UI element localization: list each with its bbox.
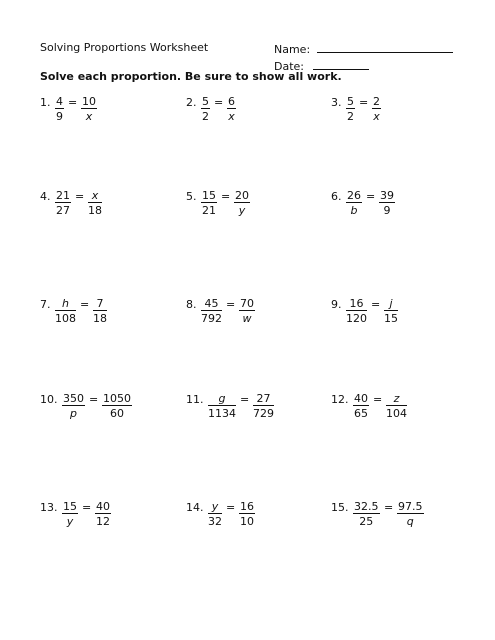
proportion-problem bbox=[331, 501, 471, 533]
equals-sign: = bbox=[373, 393, 383, 406]
problem-number: 13. bbox=[40, 501, 58, 514]
left-fraction bbox=[346, 298, 367, 325]
equals-sign: = bbox=[226, 298, 236, 311]
numerator: 32.5 bbox=[354, 500, 379, 513]
denominator: y bbox=[238, 204, 246, 217]
numerator: h bbox=[55, 298, 76, 311]
equals-sign: = bbox=[221, 190, 231, 203]
problem-number: 1. bbox=[40, 96, 51, 109]
problem-number: 2. bbox=[186, 96, 197, 109]
denominator: x bbox=[85, 110, 93, 123]
denominator: 15 bbox=[384, 312, 398, 325]
denominator: 25 bbox=[359, 515, 374, 528]
denominator: 32 bbox=[208, 515, 222, 528]
numerator: 20 bbox=[235, 189, 249, 202]
denominator: 18 bbox=[88, 204, 102, 217]
right-fraction bbox=[81, 96, 97, 123]
denominator: 9 bbox=[56, 110, 63, 123]
right-fraction bbox=[93, 298, 107, 325]
name-label: Name: bbox=[274, 43, 311, 56]
denominator: 1134 bbox=[208, 407, 236, 420]
proportion-problem bbox=[40, 501, 180, 533]
name-row bbox=[274, 41, 453, 56]
equals-sign: = bbox=[68, 96, 78, 109]
left-fraction bbox=[208, 393, 236, 420]
denominator: 2 bbox=[347, 110, 354, 123]
proportion-problem bbox=[186, 393, 326, 425]
equals-sign: = bbox=[82, 501, 92, 514]
right-fraction bbox=[253, 393, 274, 420]
proportion-problem bbox=[186, 501, 326, 533]
left-fraction bbox=[55, 96, 64, 123]
problem-number: 7. bbox=[40, 298, 51, 311]
left-fraction bbox=[201, 190, 217, 217]
left-fraction bbox=[62, 501, 78, 528]
equals-sign: = bbox=[384, 501, 394, 514]
problem-number: 6. bbox=[331, 190, 342, 203]
denominator: 104 bbox=[386, 407, 407, 420]
numerator: y bbox=[208, 501, 222, 514]
denominator: 120 bbox=[346, 312, 367, 325]
right-fraction bbox=[95, 501, 111, 528]
problem-number: 9. bbox=[331, 298, 342, 311]
name-blank-line[interactable] bbox=[317, 41, 453, 53]
equals-sign: = bbox=[359, 96, 369, 109]
left-fraction bbox=[353, 501, 380, 528]
proportion-problem bbox=[186, 298, 326, 330]
numerator: 45 bbox=[201, 298, 222, 311]
left-fraction bbox=[353, 393, 369, 420]
problem-number: 5. bbox=[186, 190, 197, 203]
equals-sign: = bbox=[366, 190, 376, 203]
numerator: 4 bbox=[56, 95, 63, 108]
denominator: 729 bbox=[253, 407, 274, 420]
right-fraction bbox=[227, 96, 236, 123]
numerator: 26 bbox=[347, 189, 361, 202]
left-fraction bbox=[62, 393, 85, 420]
numerator: 350 bbox=[63, 392, 84, 405]
denominator: 65 bbox=[354, 407, 368, 420]
left-fraction bbox=[201, 96, 210, 123]
denominator: q bbox=[406, 515, 414, 528]
denominator: p bbox=[70, 407, 77, 420]
right-fraction bbox=[397, 501, 424, 528]
proportion-problem bbox=[40, 298, 180, 330]
equals-sign: = bbox=[240, 393, 250, 406]
right-fraction bbox=[102, 393, 132, 420]
proportion-problem bbox=[186, 190, 326, 222]
problem-number: 14. bbox=[186, 501, 204, 514]
proportion-problem bbox=[331, 190, 471, 222]
numerator: 15 bbox=[202, 189, 216, 202]
denominator: 21 bbox=[202, 204, 216, 217]
proportion-problem bbox=[40, 190, 180, 222]
right-fraction bbox=[386, 393, 407, 420]
numerator: 40 bbox=[354, 392, 368, 405]
numerator: 5 bbox=[202, 95, 209, 108]
proportion-problem bbox=[40, 393, 180, 425]
numerator: 97.5 bbox=[398, 500, 423, 513]
instructions: Solve each proportion. Be sure to show all work. bbox=[40, 70, 342, 83]
denominator: 18 bbox=[93, 312, 107, 325]
right-fraction bbox=[379, 190, 395, 217]
equals-sign: = bbox=[371, 298, 381, 311]
proportion-problem bbox=[331, 96, 471, 128]
left-fraction bbox=[201, 298, 222, 325]
left-fraction bbox=[55, 190, 71, 217]
numerator: 16 bbox=[346, 298, 367, 311]
numerator: 7 bbox=[93, 298, 107, 311]
problem-number: 8. bbox=[186, 298, 197, 311]
equals-sign: = bbox=[75, 190, 85, 203]
numerator: 16 bbox=[240, 500, 254, 513]
problem-number: 3. bbox=[331, 96, 342, 109]
numerator: 21 bbox=[56, 189, 70, 202]
equals-sign: = bbox=[226, 501, 236, 514]
problem-number: 10. bbox=[40, 393, 58, 406]
numerator: 10 bbox=[82, 95, 96, 108]
numerator: 6 bbox=[228, 95, 235, 108]
left-fraction bbox=[346, 190, 362, 217]
denominator: 27 bbox=[56, 204, 70, 217]
proportion-problem bbox=[331, 298, 471, 330]
date-blank-line[interactable] bbox=[313, 58, 369, 70]
denominator: 60 bbox=[110, 407, 124, 420]
numerator: 27 bbox=[253, 393, 274, 406]
numerator: j bbox=[384, 298, 398, 311]
denominator: 792 bbox=[201, 312, 222, 325]
denominator: 108 bbox=[55, 312, 76, 325]
right-fraction bbox=[234, 190, 250, 217]
problem-number: 15. bbox=[331, 501, 349, 514]
right-fraction bbox=[239, 298, 255, 325]
problem-number: 4. bbox=[40, 190, 51, 203]
numerator: 40 bbox=[96, 500, 110, 513]
denominator: 2 bbox=[202, 110, 209, 123]
denominator: w bbox=[242, 312, 252, 325]
numerator: 39 bbox=[380, 189, 394, 202]
numerator: g bbox=[208, 393, 236, 406]
proportion-problem bbox=[331, 393, 471, 425]
proportion-problem bbox=[40, 96, 180, 128]
denominator: x bbox=[228, 110, 235, 123]
numerator: 1050 bbox=[103, 392, 131, 405]
numerator: z bbox=[386, 393, 407, 406]
proportion-problem bbox=[186, 96, 326, 128]
denominator: 10 bbox=[240, 515, 254, 528]
denominator: b bbox=[350, 204, 358, 217]
left-fraction bbox=[346, 96, 355, 123]
numerator: 5 bbox=[347, 95, 354, 108]
problem-number: 11. bbox=[186, 393, 204, 406]
denominator: 12 bbox=[96, 515, 110, 528]
right-fraction bbox=[88, 190, 102, 217]
worksheet-title: Solving Proportions Worksheet bbox=[40, 41, 209, 54]
numerator: 70 bbox=[240, 297, 254, 310]
numerator: x bbox=[88, 190, 102, 203]
problem-number: 12. bbox=[331, 393, 349, 406]
left-fraction bbox=[208, 501, 222, 528]
right-fraction bbox=[239, 501, 255, 528]
right-fraction bbox=[372, 96, 381, 123]
equals-sign: = bbox=[80, 298, 90, 311]
equals-sign: = bbox=[89, 393, 99, 406]
numerator: 15 bbox=[63, 500, 77, 513]
date-label: Date: bbox=[274, 60, 304, 73]
denominator: 9 bbox=[383, 204, 391, 217]
numerator: 2 bbox=[373, 95, 380, 108]
denominator: x bbox=[373, 110, 380, 123]
denominator: y bbox=[66, 515, 74, 528]
right-fraction bbox=[384, 298, 398, 325]
equals-sign: = bbox=[214, 96, 224, 109]
left-fraction bbox=[55, 298, 76, 325]
